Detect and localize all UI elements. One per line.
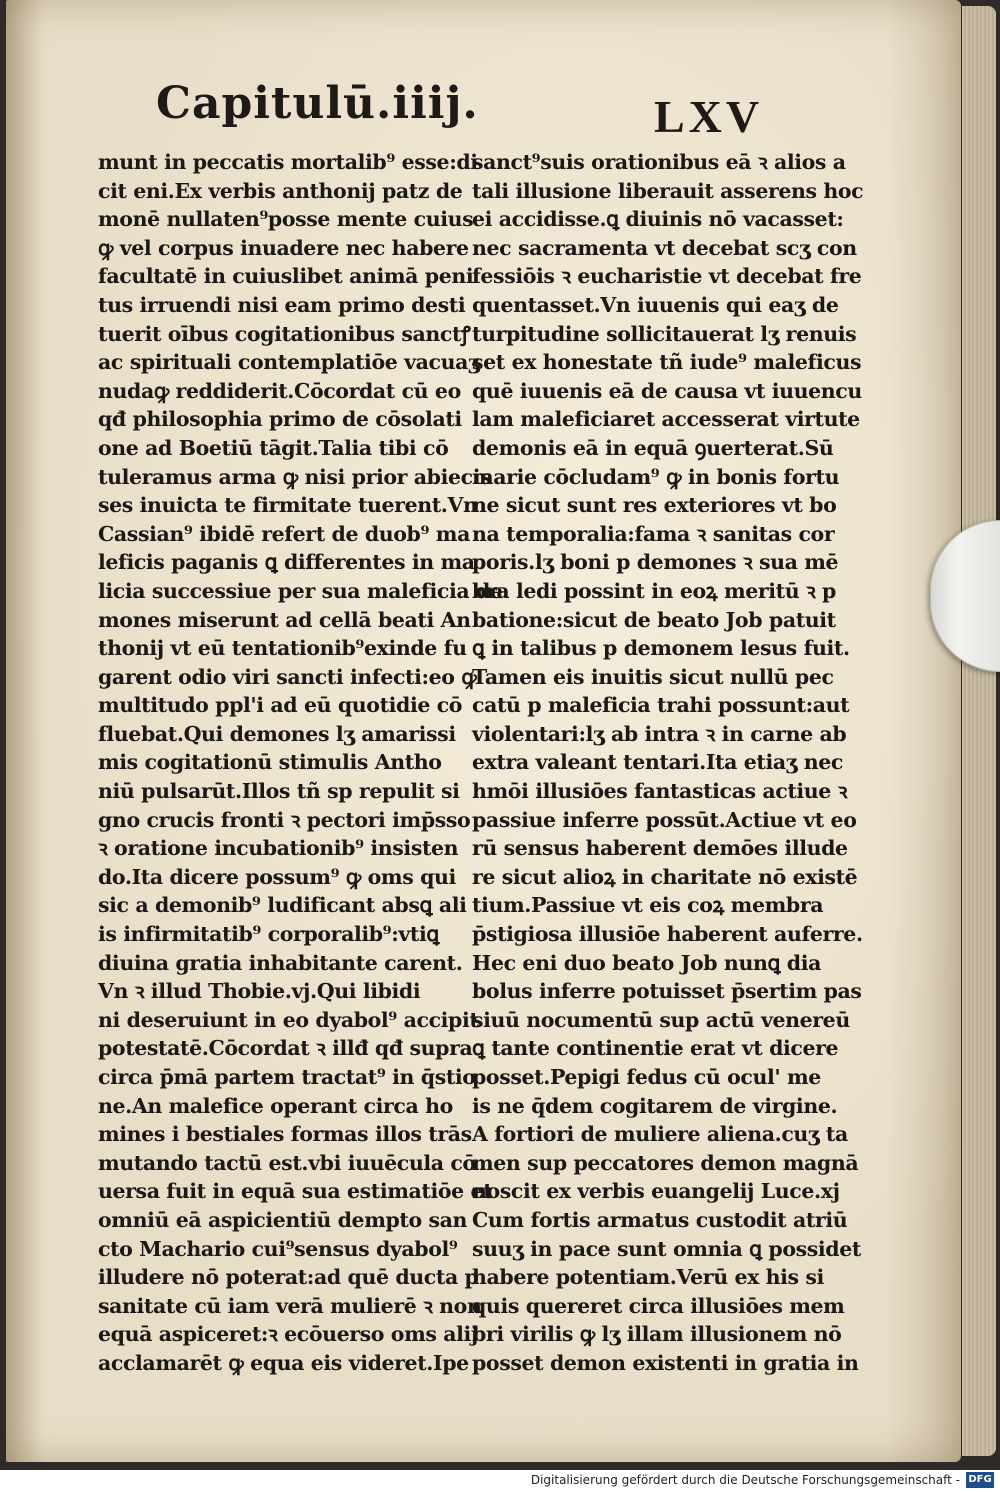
- text-line: potestatē.Cōcordat ꝛ illđ qđ supra: [98, 1036, 473, 1061]
- text-line: tuerit oībus cogitationibus sanctꝭ: [98, 321, 471, 346]
- text-line: ꝙ vel corpus inuadere nec habere: [98, 235, 469, 260]
- text-line: hmōi illusiōes fantasticas actiue ꝛ: [472, 779, 848, 804]
- text-line: thonij vt eū tentationib⁹exinde fu: [98, 636, 467, 661]
- text-line: nudaꝙ reddiderit.Cōcordat cū eo: [98, 378, 461, 403]
- text-column-right: [472, 148, 864, 1378]
- text-line: mines i bestiales formas illos trās: [98, 1122, 472, 1147]
- text-line: fessiōis ꝛ eucharistie vt decebat fre: [472, 264, 862, 289]
- text-line: siuū nocumentū sup actū venereū: [472, 1007, 850, 1032]
- running-head: Capitulū.iiij.: [156, 78, 479, 129]
- text-line: re sicut alioꝝ in charitate nō existē: [472, 864, 858, 889]
- text-line: quentasset.Vn iuuenis qui eaʒ de: [472, 292, 839, 317]
- text-line: mutando tactū est.vbi iuuēcula cō: [98, 1150, 476, 1175]
- text-line: poris.lʒ boni p demones ꝛ sua mē: [472, 550, 839, 575]
- text-line: sanct⁹suis orationibus eā ꝛ alios a: [472, 150, 846, 174]
- text-line: passiue inferre possūt.Actiue vt eo: [472, 807, 857, 832]
- text-line: posset demon existenti in gratia in: [472, 1350, 859, 1375]
- text-line: munt in peccatis mortalib⁹ esse:di: [98, 150, 478, 174]
- text-line: circa p̄mā partem tractat⁹ in q̄stio: [98, 1065, 476, 1089]
- text-line: tus irruendi nisi eam primo desti: [98, 292, 466, 317]
- text-line: acclamarēt ꝙ equa eis videret.Ipe: [98, 1350, 469, 1375]
- text-line: rū sensus haberent demōes illude: [472, 836, 848, 861]
- text-line: leficis paganis ꝗ differentes in ma: [98, 550, 475, 575]
- text-line: Vn ꝛ illud Thobie.vj.Qui libidi: [98, 979, 421, 1004]
- text-line: tuleramus arma ꝙ nisi prior abiecis: [98, 464, 492, 489]
- text-line: qđ philosophia primo de cōsolati: [98, 407, 462, 432]
- footer-credit: Digitalisierung gefördert durch die Deutsche Forschungsgemeinschaft -: [530, 1473, 960, 1487]
- text-line: p̄stigiosa illusiōe haberent auferre.: [472, 922, 863, 947]
- text-line: quis quereret circa illusiōes mem: [472, 1293, 845, 1318]
- text-line: tium.Passiue vt eis coꝝ membra: [472, 893, 824, 918]
- text-line: ni deseruiunt in eo dyabol⁹ accipit: [98, 1007, 479, 1032]
- text-line: demonis eā in equā ꝯuerterat.Sū: [472, 435, 834, 460]
- text-line: ne.An malefice operant circa ho: [98, 1093, 453, 1118]
- text-line: violentari:lʒ ab intra ꝛ in carne ab: [472, 721, 847, 746]
- text-line: is ne q̄dem cogitarem de virgine.: [472, 1093, 838, 1118]
- text-line: suuʒ in pace sunt omnia ꝗ possidet: [472, 1236, 861, 1261]
- text-line: ꝗ tante continentie erat vt dicere: [472, 1036, 839, 1061]
- text-line: Hec eni duo beato Job nunꝗ dia: [472, 950, 822, 975]
- book-page: [6, 0, 961, 1462]
- footer-bar: [0, 1470, 1000, 1492]
- text-line: one ad Boetiū tāgit.Talia tibi cō: [98, 435, 449, 460]
- text-line: diuina gratia inhabitante carent.: [98, 950, 463, 975]
- text-line: men sup peccatores demon magnā: [472, 1150, 859, 1175]
- text-line: bolus inferre potuisset p̄sertim pas: [472, 979, 862, 1004]
- text-line: do.Ita dicere possum⁹ ꝙ oms qui: [98, 864, 456, 889]
- text-line: quē iuuenis eā de causa vt iuuencu: [472, 378, 862, 403]
- text-line: niū pulsarūt.Illos tñ sp repulit si: [98, 779, 460, 804]
- text-line: noscit ex verbis euangelij Luce.xj: [472, 1179, 840, 1204]
- text-line: catū p maleficia trahi possunt:aut: [472, 693, 850, 718]
- text-line: cto Machario cui⁹sensus dyabol⁹: [98, 1236, 458, 1261]
- text-line: licia successiue per sua maleficia de: [98, 578, 503, 603]
- text-line: habere potentiam.Verū ex his si: [472, 1265, 824, 1290]
- text-line: multitudo ppl'i ad eū quotidie cō: [98, 693, 463, 718]
- text-line: A fortiori de muliere aliena.cuʒ ta: [472, 1122, 848, 1147]
- text-column-left: [98, 148, 503, 1378]
- text-line: facultatē in cuiuslibet animā peni: [98, 264, 474, 289]
- text-line: gno crucis fronti ꝛ pectori imp̄sso: [98, 807, 471, 832]
- text-line: marie cōcludam⁹ ꝙ in bonis fortu: [472, 464, 840, 489]
- dfg-logo: DFG: [966, 1472, 994, 1488]
- text-line: ses inuicta te firmitate tuerent.Vn: [98, 493, 478, 518]
- text-line: monē nullaten⁹posse mente cuius: [98, 207, 474, 232]
- text-line: cit eni.Ex verbis anthonij patz de: [98, 178, 463, 203]
- text-line: omniū eā aspicientiū dempto san: [98, 1207, 468, 1232]
- text-line: batione:sicut de beato Job patuit: [472, 607, 836, 632]
- text-line: ac spirituali contemplatiōe vacuaʒ: [98, 350, 480, 375]
- text-line: set ex honestate tñ iude⁹ maleficus: [472, 350, 862, 375]
- text-line: Tamen eis inuitis sicut nullū pec: [472, 664, 834, 689]
- text-line: equā aspiceret:ꝛ ecōuerso oms alij: [98, 1322, 478, 1347]
- text-line: Cassian⁹ ibidē refert de duob⁹ ma: [98, 521, 470, 546]
- text-line: mis cogitationū stimulis Antho: [98, 750, 442, 775]
- text-line: Cum fortis armatus custodit atriū: [472, 1207, 848, 1232]
- text-line: sanitate cū iam verā mulierē ꝛ non: [98, 1293, 482, 1318]
- text-line: bra ledi possint in eoꝝ meritū ꝛ p: [472, 578, 836, 603]
- text-line: ei accidisse.ꝗ diuinis nō vacasset:: [472, 207, 844, 232]
- text-line: is infirmitatib⁹ corporalib⁹:vtiꝗ: [98, 922, 439, 947]
- folio-number: LXV: [654, 91, 764, 142]
- text-line: bri virilis ꝙ lʒ illam illusionem nō: [472, 1322, 842, 1347]
- text-line: ꝛ oratione incubationib⁹ insisten: [98, 836, 459, 861]
- text-line: ꝗ in talibus p demonem lesus fuit.: [472, 636, 850, 661]
- page-edges: [962, 6, 996, 1456]
- text-line: tali illusione liberauit asserens hoc: [472, 178, 864, 203]
- text-line: uersa fuit in equā sua estimatiōe et: [98, 1179, 493, 1204]
- text-line: posset.Pepigi fedus cū ocul' me: [472, 1065, 821, 1089]
- text-line: mones miserunt ad cellā beati An: [98, 607, 471, 632]
- text-line: illudere nō poterat:ad quē ducta p: [98, 1265, 479, 1290]
- text-line: garent odio viri sancti infecti:eo ꝙ: [98, 664, 477, 689]
- text-line: sic a demonib⁹ ludificant absꝗ ali: [98, 893, 467, 918]
- text-line: fluebat.Qui demones lʒ amarissi: [98, 721, 456, 746]
- text-line: extra valeant tentari.Ita etiaʒ nec: [472, 750, 843, 775]
- text-line: turpitudine sollicitauerat lʒ renuis: [472, 321, 857, 346]
- text-line: nec sacramenta vt decebat scʒ con: [472, 235, 857, 260]
- text-line: lam maleficiaret accesserat virtute: [472, 407, 860, 432]
- text-line: ne sicut sunt res exteriores vt bo: [472, 493, 837, 518]
- text-line: na temporalia:fama ꝛ sanitas cor: [472, 521, 835, 546]
